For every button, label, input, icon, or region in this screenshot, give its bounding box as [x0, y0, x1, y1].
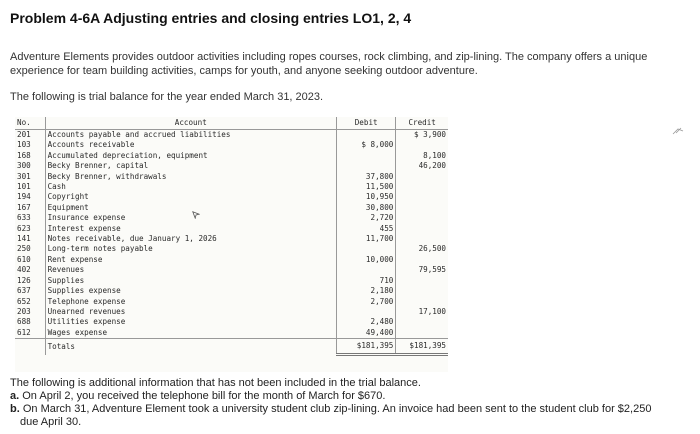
- trial-balance-image: [15, 117, 448, 372]
- account-name: Insurance expense: [45, 213, 336, 223]
- account-name: Revenues: [45, 265, 336, 275]
- info-item-b-continuation: due April 30.: [20, 416, 82, 428]
- account-number: 637: [15, 286, 45, 296]
- debit-amount: 49,400: [336, 328, 395, 339]
- credit-amount: [396, 328, 448, 339]
- table-row: [15, 234, 448, 244]
- credit-amount: 8,100: [423, 150, 446, 160]
- credit-amount: [396, 276, 448, 286]
- credit-amount: $ 3,900: [413, 130, 446, 139]
- table-row: [15, 161, 448, 171]
- credit-amount: 46,200: [418, 161, 446, 171]
- table-row: [15, 328, 448, 339]
- debit-amount: 2,700: [336, 297, 395, 307]
- credit-amount: [396, 213, 448, 223]
- account-name: Equipment: [45, 203, 336, 213]
- account-name: Telephone expense: [45, 297, 336, 307]
- credit-amount: [396, 182, 448, 192]
- account-number: 203: [15, 307, 45, 317]
- info-item-a-label: a.: [10, 390, 20, 402]
- pencil-mark-icon: [672, 126, 684, 136]
- table-row: [15, 203, 448, 213]
- account-name: Unearned revenues: [45, 307, 336, 317]
- debit-amount: 11,700: [336, 234, 395, 244]
- debit-amount: 30,800: [336, 203, 395, 213]
- credit-amount: [396, 286, 448, 296]
- account-name: Interest expense: [45, 224, 336, 234]
- debit-amount: 10,000: [336, 255, 395, 265]
- debit-amount: [336, 161, 395, 171]
- additional-information: [10, 377, 690, 429]
- account-number: 141: [15, 234, 45, 244]
- account-name: Accumulated depreciation, equipment: [45, 151, 336, 161]
- debit-amount: [336, 307, 395, 317]
- account-name: Utilities expense: [45, 317, 336, 327]
- debit-amount: 455: [336, 224, 395, 234]
- credit-amount: [396, 192, 448, 202]
- account-number: 250: [15, 244, 45, 254]
- table-row: [15, 317, 448, 327]
- account-number: 688: [15, 317, 45, 327]
- totals-label: Totals: [45, 339, 336, 355]
- account-name: Supplies: [45, 276, 336, 286]
- header-credit: Credit: [396, 117, 448, 130]
- credit-amount: [396, 172, 448, 182]
- account-number: 126: [15, 276, 45, 286]
- account-name: Long-term notes payable: [45, 244, 336, 254]
- debit-amount: 37,800: [336, 172, 395, 182]
- account-name: Wages expense: [45, 328, 336, 339]
- credit-amount: [396, 255, 448, 265]
- table-row: [15, 276, 448, 286]
- info-item-b: [10, 403, 690, 416]
- account-number: 610: [15, 255, 45, 265]
- account-number: 168: [15, 151, 45, 161]
- header-no: No.: [15, 117, 45, 130]
- table-row: [15, 172, 448, 182]
- credit-amount: 26,500: [418, 244, 446, 254]
- table-row: [15, 224, 448, 234]
- credit-amount: [396, 234, 448, 244]
- table-row: [15, 297, 448, 307]
- table-row: [15, 265, 448, 275]
- table-row: [15, 130, 448, 141]
- account-name: Becky Brenner, withdrawals: [45, 172, 336, 182]
- account-number: 301: [15, 172, 45, 182]
- info-item-b-text: On March 31, Adventure Element took a university student club zip-lining. An invoice had been sent to the student club for $2,250: [22, 403, 652, 415]
- info-item-b-label: b.: [10, 403, 20, 415]
- account-number: 167: [15, 203, 45, 213]
- account-number: 300: [15, 161, 45, 171]
- table-header-row: [15, 117, 448, 130]
- account-number: 101: [15, 182, 45, 192]
- debit-amount: [336, 244, 395, 254]
- mouse-pointer-icon: [192, 211, 200, 219]
- account-number: 612: [15, 328, 45, 339]
- credit-amount: [396, 140, 448, 150]
- credit-amount: 79,595: [418, 265, 446, 275]
- account-name: Accounts payable and accrued liabilities: [45, 130, 336, 141]
- account-number: 194: [15, 192, 45, 202]
- credit-amount: [396, 297, 448, 307]
- account-name: Accounts receivable: [45, 140, 336, 150]
- account-number: 623: [15, 224, 45, 234]
- debit-amount: [336, 265, 395, 275]
- account-name: Copyright: [45, 192, 336, 202]
- problem-title: Problem 4-6A Adjusting entries and closing entries LO1, 2, 4: [10, 10, 412, 26]
- debit-amount: [336, 130, 395, 141]
- info-item-a-text: On April 2, you received the telephone bill for the month of March for $670.: [22, 390, 386, 402]
- credit-amount: [396, 317, 448, 327]
- table-row: [15, 151, 448, 161]
- account-name: Becky Brenner, capital: [45, 161, 336, 171]
- credit-amount: 17,100: [418, 306, 446, 316]
- table-row: [15, 140, 448, 150]
- debit-amount: 710: [336, 276, 395, 286]
- table-row: [15, 286, 448, 296]
- account-name: Cash: [45, 182, 336, 192]
- debit-amount: 2,180: [336, 286, 395, 296]
- account-number: 652: [15, 297, 45, 307]
- trial-balance-body: [15, 130, 448, 355]
- totals-no: [15, 339, 45, 355]
- account-number: 201: [15, 130, 45, 141]
- debit-amount: 11,500: [336, 182, 395, 192]
- credit-amount: [396, 203, 448, 213]
- debit-amount: $ 8,000: [336, 140, 395, 150]
- table-row: [15, 182, 448, 192]
- table-row: [15, 244, 448, 254]
- account-number: 103: [15, 140, 45, 150]
- account-name: Notes receivable, due January 1, 2026: [45, 234, 336, 244]
- account-name: Supplies expense: [45, 286, 336, 296]
- table-row: [15, 213, 448, 223]
- account-number: 633: [15, 213, 45, 223]
- debit-amount: 2,720: [336, 213, 395, 223]
- totals-credit: $181,395: [396, 339, 448, 355]
- table-row: [15, 255, 448, 265]
- trial-balance-table: [15, 117, 448, 356]
- totals-debit: $181,395: [336, 339, 395, 355]
- additional-heading: The following is additional information that has not been included in the trial balance.: [10, 377, 421, 389]
- trial-balance-intro: The following is trial balance for the year ended March 31, 2023.: [10, 91, 324, 103]
- credit-amount: [396, 224, 448, 234]
- table-row: [15, 192, 448, 202]
- debit-amount: 10,950: [336, 192, 395, 202]
- totals-row: [15, 339, 448, 355]
- header-debit: Debit: [336, 117, 395, 130]
- header-account: Account: [45, 117, 336, 130]
- account-name: Rent expense: [45, 255, 336, 265]
- debit-amount: 2,480: [336, 317, 395, 327]
- account-number: 402: [15, 265, 45, 275]
- intro-paragraph: Adventure Elements provides outdoor activities including ropes courses, rock climbing, and zip-lining. The company offers a unique experience for team building activities, camps for youth, and anyone seeking outdoor adventure.: [10, 51, 648, 77]
- table-row: [15, 307, 448, 317]
- debit-amount: [336, 151, 395, 161]
- info-item-a: [10, 390, 690, 403]
